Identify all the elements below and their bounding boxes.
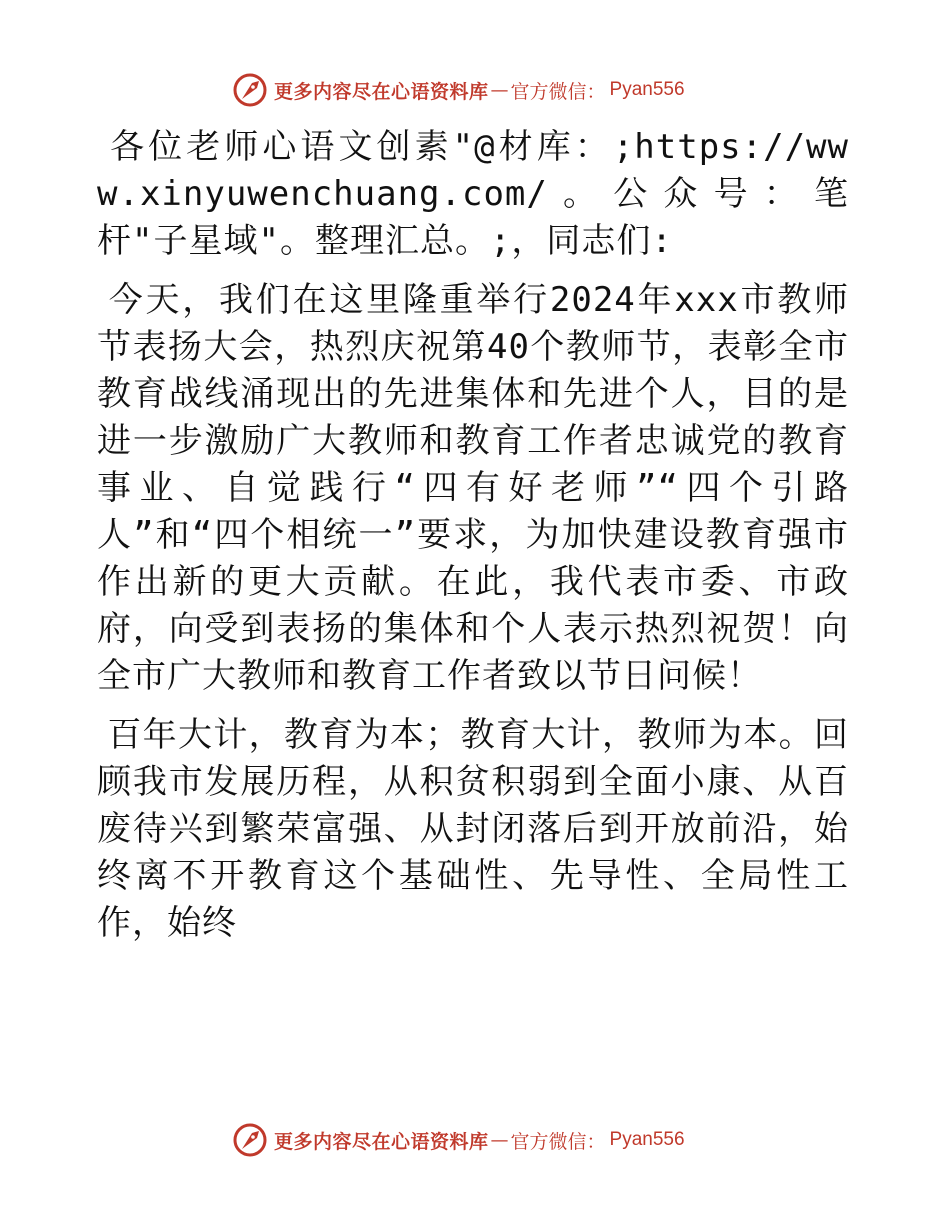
watermark-contact-label: 官方微信： bbox=[510, 1130, 606, 1153]
paragraph-1: 各位老师心语文创素"@材库：;https://www.xinyuwenchuang.com/。公众号：笔杆"子星域"。整理汇总。;，同志们: bbox=[97, 127, 849, 261]
document-body bbox=[97, 124, 849, 959]
pen-nib-logo-icon bbox=[232, 1122, 268, 1158]
watermark-site-text: 更多内容尽在心语资料库 bbox=[274, 80, 489, 103]
watermark-site-text: 更多内容尽在心语资料库 bbox=[274, 1130, 489, 1153]
pen-nib-logo-icon bbox=[232, 72, 268, 108]
watermark-contact-label: 官方微信： bbox=[510, 80, 606, 103]
watermark-separator: — bbox=[490, 1129, 509, 1151]
watermark-contact-id: Pyan556 bbox=[609, 1129, 685, 1150]
footer-watermark bbox=[232, 1122, 685, 1158]
watermark-separator: — bbox=[490, 79, 509, 101]
watermark-contact-id: Pyan556 bbox=[609, 79, 685, 100]
paragraph-2: 今天，我们在这里隆重举行2024年xxx市教师节表扬大会，热烈庆祝第40个教师节，表彰全市教育战线涌现出的先进集体和先进个人，目的是进一步激励广大教师和教育工作者忠诚党的教育事业、自觉践行“四有好老师”“四个引路人”和“四个相统一”要求，为加快建设教育强市作出新的更大贡献。在此，我代表市委、市政府，向受到表扬的集体和个人表示热烈祝贺！向全市广大教师和教育工作者致以节日问候！ bbox=[97, 280, 849, 696]
header-watermark bbox=[232, 72, 685, 108]
paragraph-3: 百年大计，教育为本；教育大计，教师为本。回顾我市发展历程，从积贫积弱到全面小康、从百废待兴到繁荣富强、从封闭落后到开放前沿，始终离不开教育这个基础性、先导性、全局性工作，始终 bbox=[97, 715, 849, 943]
